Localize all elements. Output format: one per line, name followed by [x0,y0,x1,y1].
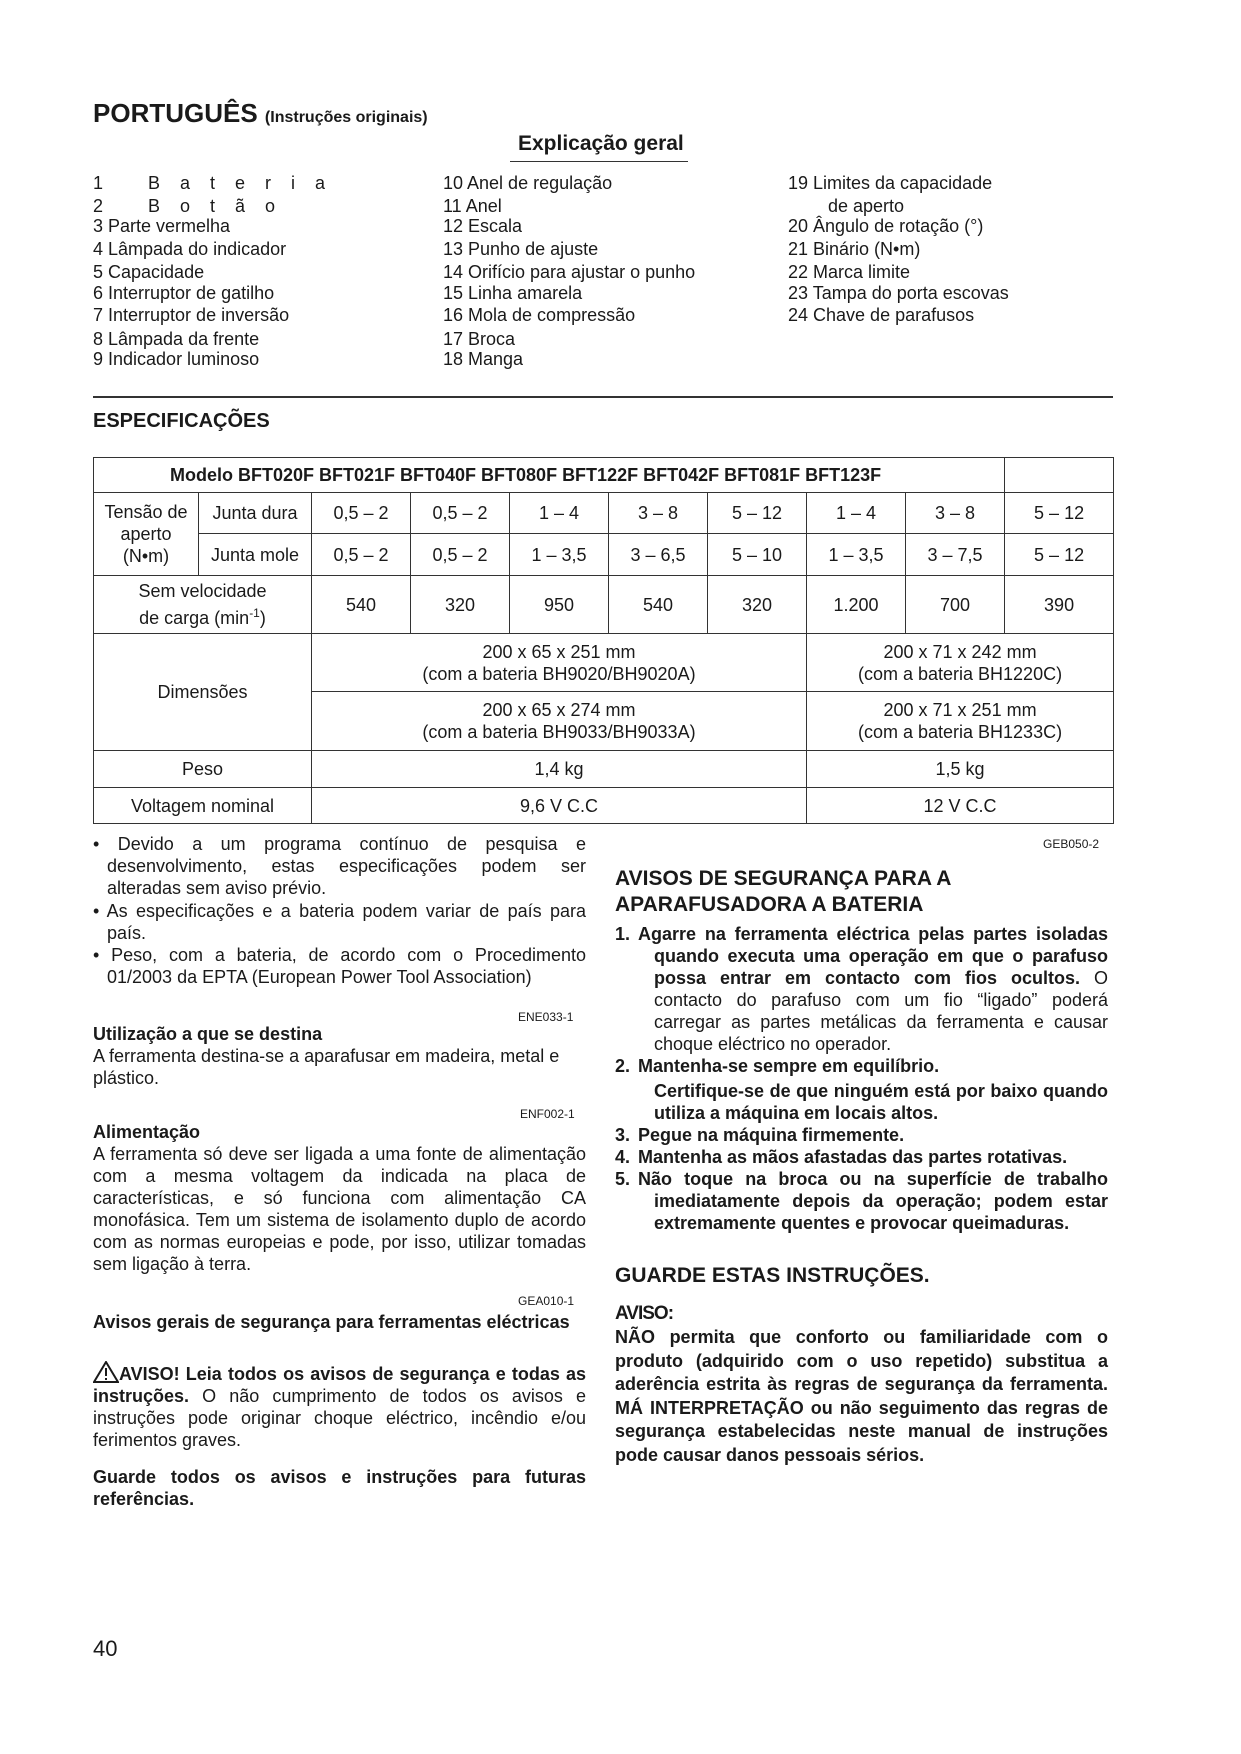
speed-cell: 320 [708,576,807,634]
torque-soft-cell: 3 – 7,5 [906,534,1005,576]
part-item: 14 Orifício para ajustar o punho [443,262,696,282]
dimensions-cell: 200 x 71 x 251 mm (com a bateria BH1233C) [807,692,1114,751]
warning-paragraph: AVISO! Leia todos os avisos de segurança e todas as instruções. O não cumprimento de todos os avisos e instruções pode originar choque eléctrico, incêndio e/ou ferimentos graves. [93,1361,586,1451]
part-item: 17 Broca [443,328,516,349]
overview-title: Explicação geral [518,132,684,155]
safety-list [615,923,1108,1234]
part-item: 1 Bateria [93,173,346,193]
part-item: 13 Punho de ajuste [443,238,599,259]
power-text: A ferramenta só deve ser ligada a uma fonte de alimentação com a mesma voltagem da indicada na placa de características, e só funciona com alimentação CA monofásica. Tem um sistema de isolamento duplo de acordo com as normas europeias e pode, por isso, utilizar tomadas sem ligação à terra. [93,1144,586,1274]
torque-hard-cell: 5 – 12 [1005,493,1114,534]
dimensions-cell: 200 x 65 x 251 mm (com a bateria BH9020/BH9020A) [312,634,807,692]
part-item: 7 Interruptor de inversão [93,305,290,325]
doc-code: ENE033-1 [518,1010,574,1024]
part-item: 5 Capacidade [93,262,205,282]
safety-item: 2. Mantenha-se sempre em equilíbrio. [615,1056,940,1076]
voltage-cell: 9,6 V C.C [312,788,807,824]
part-item: 6 Interruptor de gatilho [93,282,275,303]
part-item: 9 Indicador luminoso [93,349,260,369]
part-item: 18 Manga [443,349,524,369]
torque-soft-cell: 0,5 – 2 [312,534,411,576]
section-divider [93,396,1113,398]
voltage-label: Voltagem nominal [94,788,312,824]
doc-code: ENF002-1 [520,1107,575,1121]
part-item: 4 Lâmpada do indicador [93,238,287,259]
spec-notes [93,833,586,988]
save-instructions-title: GUARDE ESTAS INSTRUÇÕES. [615,1264,930,1287]
part-item: 24 Chave de parafusos [788,305,975,325]
page-subtitle: (Instruções originais) [264,109,428,126]
part-item: 11 Anel [443,195,502,216]
torque-hard-cell: 1 – 4 [807,493,906,534]
torque-hard-cell: 0,5 – 2 [411,493,510,534]
part-item: 2 Botão [93,195,296,216]
part-item: 10 Anel de regulação [443,173,613,193]
page-title: PORTUGUÊS (Instruções originais) [93,98,428,128]
part-item: de aperto [828,195,905,216]
weight-label: Peso [94,751,312,788]
no-load-speed-label: Sem velocidade de carga $(\min^{-1})$ [94,576,312,634]
use-text: A ferramenta destina-se a aparafusar em madeira, metal e plástico. [93,1046,560,1088]
torque-hard-cell: 0,5 – 2 [312,493,411,534]
speed-cell: 540 [609,576,708,634]
doc-code: GEB050-2 [1043,837,1100,851]
safety-item: 5. Não toque na broca ou na superfície de trabalho imediatamente depois da operação; podem estar extremamente quentes e provocar queimaduras. [615,1169,1108,1233]
part-item: 8 Lâmpada da frente [93,328,260,349]
parts-list-col1 [93,173,423,370]
torque-soft-cell: 0,5 – 2 [411,534,510,576]
part-item: 19 Limites da capacidade [788,173,993,193]
spec-table [93,457,1114,824]
note-item: • As especificações e a bateria podem variar de país para país. [93,901,586,943]
part-item: 12 Escala [443,216,523,236]
torque-soft-cell: 1 – 3,5 [807,534,906,576]
dimensions-label: Dimensões [94,634,312,751]
speed-cell: 950 [510,576,609,634]
torque-soft-cell: 5 – 12 [1005,534,1114,576]
safety-item: 3. Pegue na máquina firmemente. [615,1125,905,1145]
torque-hard-cell: 3 – 8 [609,493,708,534]
speed-cell: 540 [312,576,411,634]
part-item: 15 Linha amarela [443,282,583,303]
part-item: 22 Marca limite [788,262,911,282]
speed-cell: 390 [1005,576,1114,634]
page-number: 40 [93,1636,118,1661]
soft-joint-label: Junta mole [199,534,312,576]
aviso-text: NÃO permita que conforto ou familiaridade com o produto (adquirido com o uso repetido) substitua a aderência estrita às regras de segurança da ferramenta. MÁ INTERPRETAÇÃO ou não seguimento das regras de segurança estabelecidas neste manual de instruções pode causar danos pessoais sérios. [615,1327,1108,1465]
model-header-blank [1005,458,1114,493]
use-title: Utilização a que se destina [93,1024,323,1044]
note-item: • Devido a um programa contínuo de pesquisa e desenvolvimento, estas especificações podem ser alteradas sem aviso prévio. [93,834,586,898]
speed-cell: 1.200 [807,576,906,634]
part-item: 21 Binário (N•m) [788,238,921,259]
speed-cell: 700 [906,576,1005,634]
warning-triangle-icon [93,1361,119,1383]
torque-hard-cell: 5 – 12 [708,493,807,534]
weight-cell: 1,4 kg [312,751,807,788]
keep-instructions: Guarde todos os avisos e instruções para futuras referências. [93,1467,586,1509]
aviso-label: AVISO: [615,1303,674,1324]
part-item: 20 Ângulo de rotação (°) [788,216,984,236]
parts-list-col3 [788,173,1108,326]
torque-soft-cell: 3 – 6,5 [609,534,708,576]
dimensions-cell: 200 x 65 x 274 mm (com a bateria BH9033/BH9033A) [312,692,807,751]
part-item: 3 Parte vermelha [93,216,231,236]
speed-cell: 320 [411,576,510,634]
safety-subitem: Certifique-se de que ninguém está por baixo quando utiliza a máquina em locais altos. [654,1081,1108,1123]
overview-underline [510,161,688,162]
torque-soft-cell: 1 – 3,5 [510,534,609,576]
specs-title: ESPECIFICAÇÕES [93,410,270,432]
torque-hard-cell: 3 – 8 [906,493,1005,534]
voltage-cell: 12 V C.C [807,788,1114,824]
torque-soft-cell: 5 – 10 [708,534,807,576]
torque-hard-cell: 1 – 4 [510,493,609,534]
weight-cell: 1,5 kg [807,751,1114,788]
safety-item: 1. Agarre na ferramenta eléctrica pelas partes isoladas quando executa uma operação em que o parafuso possa entrar em contacto com fios ocultos. O contacto do parafuso com um fio “ligado” poderá carregar as partes metálicas da ferramenta e causar choque eléctrico no operador. [615,924,1108,1054]
dimensions-cell: 200 x 71 x 242 mm (com a bateria BH1220C) [807,634,1114,692]
part-item: 16 Mola de compressão [443,305,636,325]
note-item: • Peso, com a bateria, de acordo com o Procedimento 01/2003 da EPTA (European Power Tool Association) [93,945,586,987]
power-title: Alimentação [93,1122,201,1142]
safety-item: 4. Mantenha as mãos afastadas das partes rotativas. [615,1147,1068,1167]
torque-label: Tensão de aperto (N•m) [94,493,199,576]
general-safety-title: Avisos gerais de segurança para ferramentas eléctricas [93,1312,570,1332]
hard-joint-label: Junta dura [199,493,312,534]
parts-list-col2 [443,173,773,370]
cordless-safety-title: AVISOS DE SEGURANÇA PARA A APARAFUSADORA A BATERIA [615,867,951,916]
doc-code: GEA010-1 [518,1294,575,1308]
part-item: 23 Tampa do porta escovas [788,282,1009,303]
model-header: Modelo BFT020F BFT021F BFT040F BFT080F BFT122F BFT042F BFT081F BFT123F [94,458,1005,493]
